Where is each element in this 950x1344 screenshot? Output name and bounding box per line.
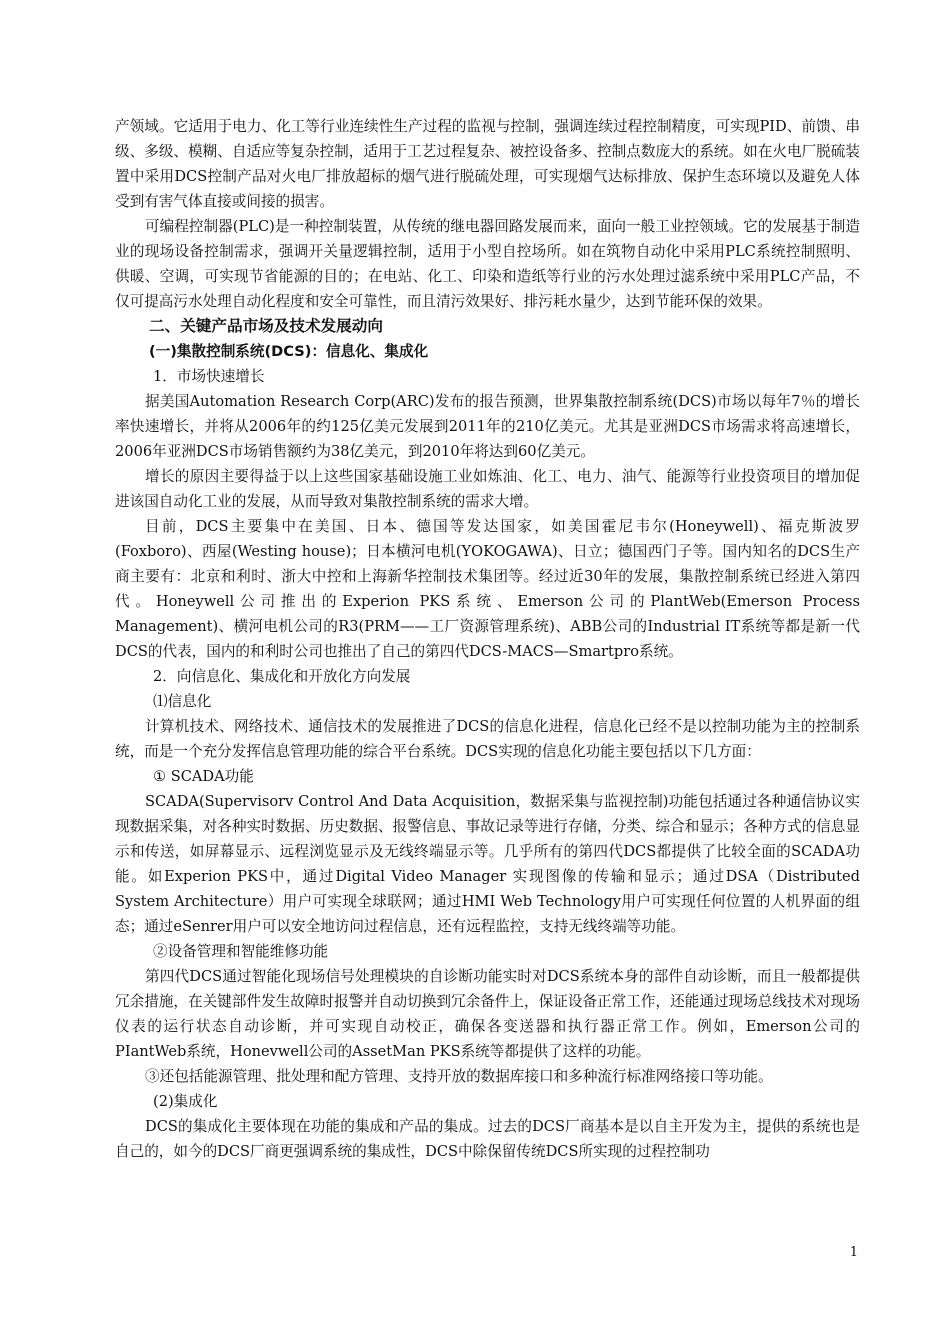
document-body [115, 114, 860, 1164]
item-heading-maintenance: ②设备管理和智能维修功能 [153, 943, 329, 960]
paragraph-arc-forecast: 据美国Automation Research Corp(ARC)发布的报告预测，世界集散控制系统(DCS)市场以每年7％的增长率快速增长，并将从2006年的约125亿美元发展到2011年的210亿美元。尤其是亚洲DCS市场需求将高速增长，2006年亚洲DCS市场销售额约为38亿美元，到2010年将达到60亿美元。 [115, 393, 860, 460]
paragraph-growth-reason: 增长的原因主要得益于以上这些国家基础设施工业如炼油、化工、电力、油气、能源等行业投资项目的增加促进该国自动化工业的发展，从而导致对集散控制系统的需求大增。 [115, 468, 860, 510]
subsection-heading: (一)集散控制系统(DCS)：信息化、集成化 [149, 343, 429, 360]
page-number: 1 [849, 1245, 858, 1260]
item-heading-trend: 2．向信息化、集成化和开放化方向发展 [153, 668, 411, 685]
paragraph-other-functions: ③还包括能源管理、批处理和配方管理、支持开放的数据库接口和多种流行标准网络接口等功能。 [145, 1068, 773, 1085]
item-heading-integration: (2)集成化 [153, 1093, 218, 1110]
paragraph-dcs-intro-cont: 产领域。它适用于电力、化工等行业连续性生产过程的监视与控制，强调连续过程控制精度，可实现PID、前馈、串级、多级、模糊、自适应等复杂控制，适用于工艺过程复杂、被控设备多、控制点数庞大的系统。如在火电厂脱硫装置中采用DCS控制产品对火电厂排放超标的烟气进行脱硫处理，可实现烟气达标排放、保护生态环境以及避免人体受到有害气体直接或间接的损害。 [115, 118, 860, 210]
item-heading-scada: ① SCADA功能 [153, 768, 254, 785]
paragraph-dcs-vendors: 目前，DCS主要集中在美国、日本、德国等发达国家，如美国霍尼韦尔(Honeywell)、福克斯波罗(Foxboro)、西屋(Westing house)；日本横河电机(YOKOGAWA)、日立；德国西门子等。国内知名的DCS生产商主要有：北京和利时、浙大中控和上海新华控制技术集团等。经过近30年的发展，集散控制系统已经进入第四代。Honeywell公司推出的Experion PKS系统、Emerson公司的PlantWeb(Emerson Process Management)、横河电机公司的R3(PRM——工厂资源管理系统)、ABB公司的Industrial IT系统等都是新一代DCS的代表，国内的和利时公司也推出了自己的第四代DCS-MACS—Smartpro系统。 [115, 518, 860, 660]
paragraph-scada: SCADA(Supervisorv Control And Data Acquisition，数据采集与监视控制)功能包括通过各种通信协议实现数据采集，对各种实时数据、历史数据、报警信息、事故记录等进行存储，分类、综合和显示；各种方式的信息显示和传送，如屏幕显示、远程浏览显示及无线终端显示等。几乎所有的第四代DCS都提供了比较全面的SCADA功能。如Experion PKS中，通过Digital Video Manager 实现图像的传输和显示；通过DSA（Distributed System Architecture）用户可实现全球联网；通过HMI Web Technology用户可实现任何位置的人机界面的组态；通过eSenrer用户可以安全地访问过程信息，还有远程监控，支持无线终端等功能。 [115, 793, 860, 935]
section-heading: 二、关键产品市场及技术发展动向 [149, 317, 383, 335]
paragraph-plc: 可编程控制器(PLC)是一种控制装置，从传统的继电器回路发展而来，面向一般工业控领域。它的发展基于制造业的现场设备控制需求，强调开关量逻辑控制，适用于小型自控场所。如在筑物自动化中采用PLC系统控制照明、供暖、空调，可实现节省能源的目的；在电站、化工、印染和造纸等行业的污水处理过滤系统中采用PLC产品，不仅可提高污水处理自动化程度和安全可靠性，而且清污效果好、排污耗水量少，达到节能环保的效果。 [115, 218, 860, 310]
paragraph-informatization: 计算机技术、网络技术、通信技术的发展推进了DCS的信息化进程，信息化已经不是以控制功能为主的控制系统，而是一个充分发挥信息管理功能的综合平台系统。DCS实现的信息化功能主要包括以下几方面： [115, 718, 860, 760]
item-heading-informatization: ⑴信息化 [153, 693, 212, 710]
paragraph-integration: DCS的集成化主要体现在功能的集成和产品的集成。过去的DCS厂商基本是以自主开发为主，提供的系统也是自己的，如今的DCS厂商更强调系统的集成性，DCS中除保留传统DCS所实现的过程控制功 [115, 1118, 860, 1160]
item-heading-market-growth: 1．市场快速增长 [153, 368, 265, 385]
paragraph-maintenance: 第四代DCS通过智能化现场信号处理模块的自诊断功能实时对DCS系统本身的部件自动诊断，而且一般都提供冗余措施，在关键部件发生故障时报警并自动切换到冗余备件上，保证设备正常工作，还能通过现场总线技术对现场仪表的运行状态自动诊断，并可实现自动校正，确保各变送器和执行器正常工作。例如，Emerson公司的PIantWeb系统，Honevwell公司的AssetMan PKS系统等都提供了这样的功能。 [115, 968, 860, 1060]
